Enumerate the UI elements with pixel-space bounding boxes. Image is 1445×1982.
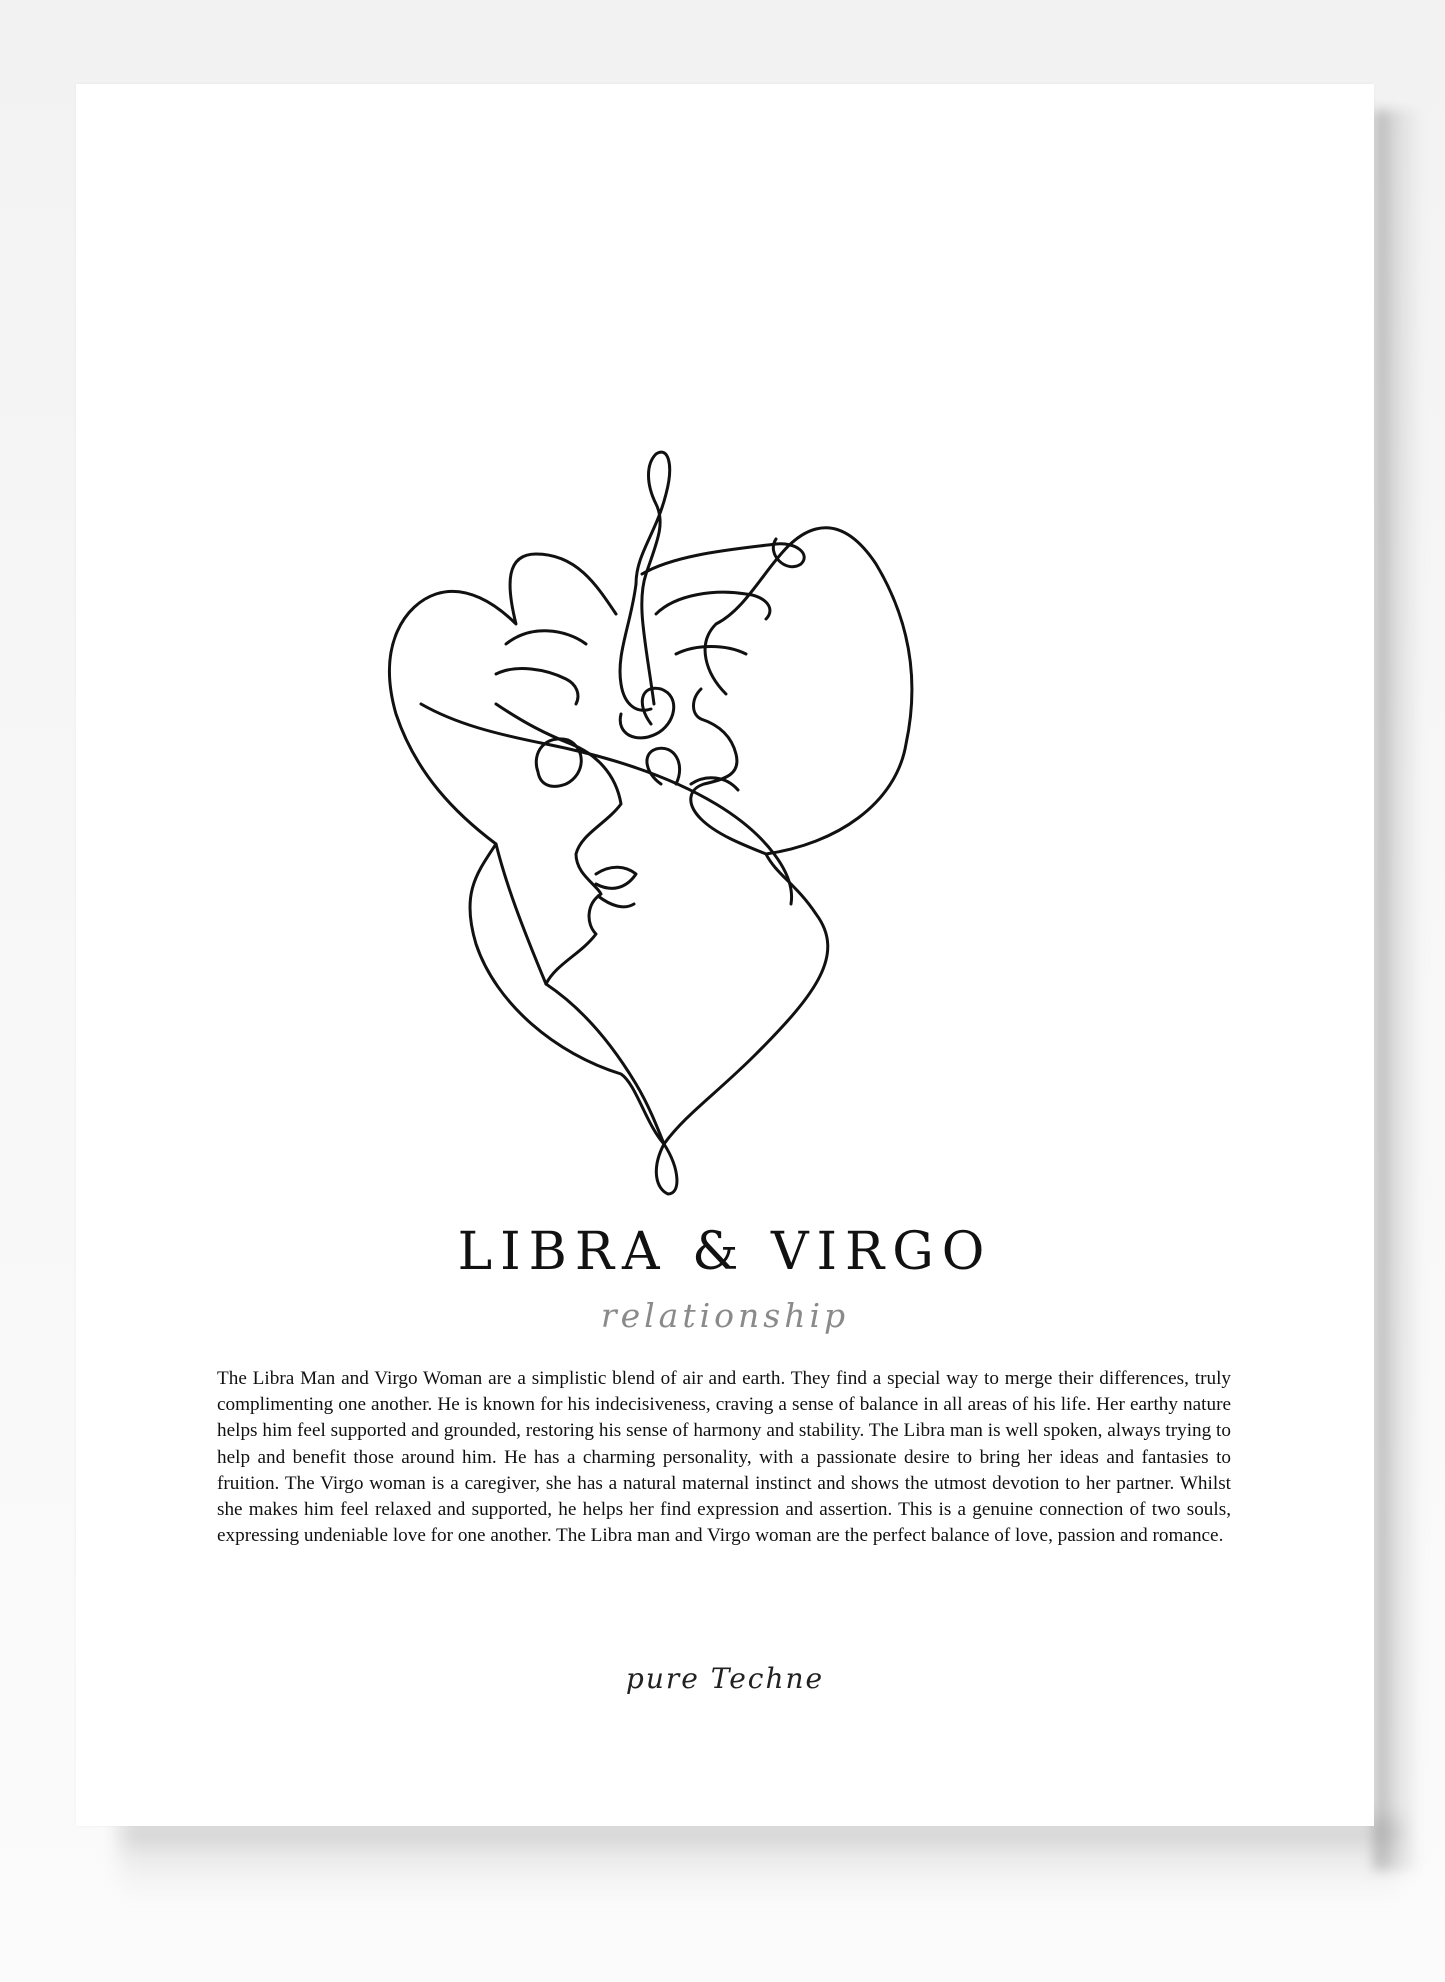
poster-title: LIBRA & VIRGO bbox=[457, 1222, 993, 1282]
canvas-shadow-right bbox=[1374, 110, 1422, 1870]
line-art-illustration bbox=[76, 84, 1374, 1826]
canvas-shadow-bottom bbox=[120, 1820, 1400, 1900]
poster-description: The Libra Man and Virgo Woman are a simplistic blend of air and earth. They find a special way to merge their differences, truly complimenting one another. He is known for his indecisiveness, craving a sense of balance in all areas of his life. Her earthy nature helps him feel supported and grounded, restoring his sense of harmony and stability. The Libra man is well spoken, always trying to help and benefit those around him. He has a charming personality, with a passionate desire to bring her ideas and fantasies to fruition. The Virgo woman is a caregiver, she has a natural maternal instinct and shows the utmost devotion to her partner. Whilst she makes him feel relaxed and supported, he helps her find expression and assertion. This is a genuine connection of two souls, expressing undeniable love for one another. The Libra man and Virgo woman are the perfect balance of love, passion and romance. bbox=[217, 1368, 1231, 1547]
poster-canvas bbox=[76, 84, 1374, 1826]
brand-signature-logo: pure Techne bbox=[625, 1662, 825, 1695]
poster-subtitle: relationship bbox=[600, 1296, 850, 1335]
